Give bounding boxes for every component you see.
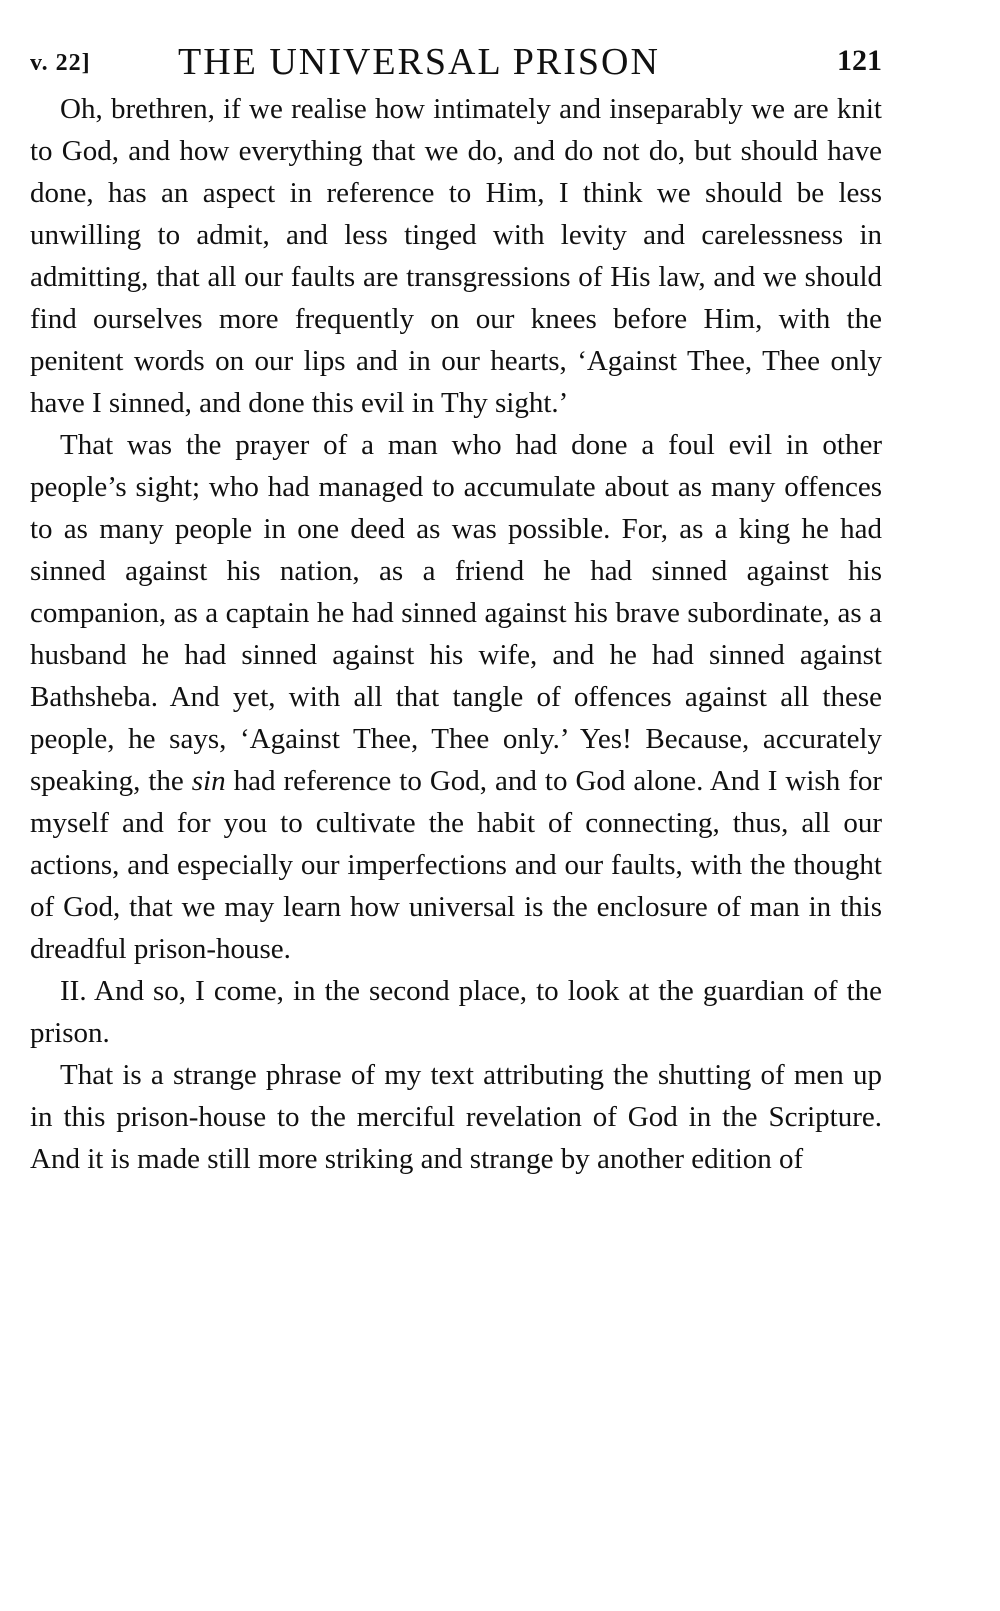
- running-header: [30, 36, 882, 88]
- running-title: THE UNIVERSAL PRISON: [178, 41, 660, 83]
- paragraph: That is a strange phrase of my text attributing the shutting of men up in this prison-house to the merciful revelation of God in the Scripture. And it is made still more striking and strange by another edition of: [30, 1059, 882, 1175]
- page-number: 121: [837, 44, 882, 77]
- paragraph-text: had reference to God, and to God alone. And I wish for myself and for you to cultivate the habit of connecting, thus, all our actions, and especially our imperfections and our faults, with the thought of God, that we may learn how universal is the enclosure of man in this dreadful prison-house.: [30, 765, 883, 965]
- paragraph-text: That was the prayer of a man who had done a foul evil in other people’s sight; who had managed to accumulate about as many offences to as many people in one deed as was possible. For, as a king he had sinned against his nation, as a friend he had sinned against his companion, as a captain he had sinned against his brave subordinate, as a husband he had sinned against his wife, and he had sinned against Bathsheba. And yet, with all that tangle of offences against all these people, he says, ‘Against Thee, Thee only.’ Yes! Because, accurately speaking, the: [30, 429, 882, 797]
- body-text: [30, 88, 882, 1180]
- emphasized-word: sin: [191, 765, 226, 797]
- paragraph: II. And so, I come, in the second place, to look at the guardian of the prison.: [30, 975, 882, 1049]
- paragraph: [30, 424, 882, 970]
- book-page: [30, 36, 882, 1180]
- paragraph: Oh, brethren, if we realise how intimately and inseparably we are knit to God, and how everything that we do, and do not do, but should have done, has an aspect in reference to Him, I think we should be less unwilling to admit, and less tinged with levity and carelessness in admitting, that all our faults are transgressions of His law, and we should find ourselves more frequently on our knees before Him, with the penitent words on our lips and in our hearts, ‘Against Thee, Thee only have I sinned, and done this evil in Thy sight.’: [30, 93, 882, 419]
- verse-reference: v. 22]: [30, 50, 91, 76]
